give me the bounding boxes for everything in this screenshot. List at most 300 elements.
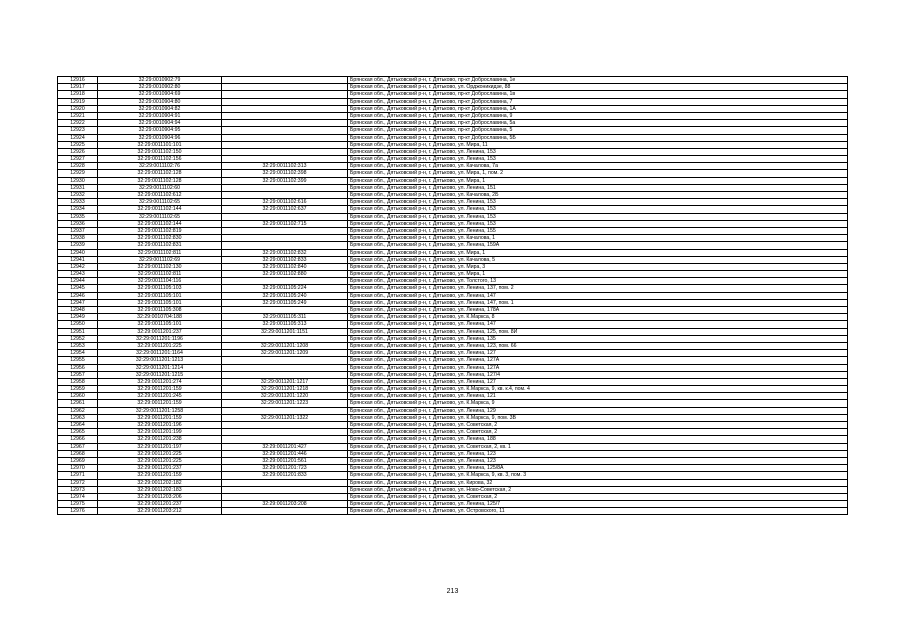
linked-cadastral-number-cell: 32:29:0011201:446: [222, 450, 348, 457]
row-number-cell: 12937: [58, 227, 98, 234]
address-cell: Брянская обл., Дятьковский р-н, г. Дятьково, ул. Ленина, 127А: [348, 357, 848, 364]
linked-cadastral-number-cell: [222, 127, 348, 134]
row-number-cell: 12919: [58, 98, 98, 105]
address-cell: Брянская обл., Дятьковский р-н, г. Дятьково, ул. К.Маркса, 9, пом. 3В: [348, 414, 848, 421]
row-number-cell: 12951: [58, 328, 98, 335]
address-cell: Брянская обл., Дятьковский р-н, г. Дятьково, ул. Мира, 11: [348, 141, 848, 148]
row-number-cell: 12928: [58, 163, 98, 170]
linked-cadastral-number-cell: [222, 120, 348, 127]
linked-cadastral-number-cell: 32:29:0011203:208: [222, 501, 348, 508]
cadastral-number-cell: 32:29:0011201:1215: [98, 371, 222, 378]
row-number-cell: 12973: [58, 486, 98, 493]
table-row: [58, 378, 848, 385]
table-row: [58, 342, 848, 349]
cadastral-number-cell: 32:29:0011102:76: [98, 163, 222, 170]
address-cell: Брянская обл., Дятьковский р-н, г. Дятьково, ул. К.Маркса, 8: [348, 314, 848, 321]
cadastral-number-cell: 32:29:0011201:274: [98, 378, 222, 385]
cadastral-number-cell: 32:29:0010902:80: [98, 84, 222, 91]
row-number-cell: 12927: [58, 156, 98, 163]
table-row: [58, 472, 848, 479]
address-cell: Брянская обл., Дятьковский р-н, г. Дятьково, ул. Качалова, 2Б: [348, 192, 848, 199]
address-cell: Брянская обл., Дятьковский р-н, г. Дятьково, ул. Мира, 1: [348, 249, 848, 256]
cadastral-number-cell: 32:29:0011201:199: [98, 429, 222, 436]
cadastral-number-cell: 32:29:0011201:238: [98, 436, 222, 443]
linked-cadastral-number-cell: 32:29:0011102:832: [222, 249, 348, 256]
table-row: [58, 364, 848, 371]
table-row: [58, 256, 848, 263]
address-cell: Брянская обл., Дятьковский р-н, г. Дятьково, ул. Мира, 1: [348, 177, 848, 184]
cadastral-number-cell: 32:29:0011102:128: [98, 177, 222, 184]
address-cell: Брянская обл., Дятьковский р-н, г. Дятьково, ул. Качалова, 1: [348, 235, 848, 242]
cadastral-number-cell: 32:29:0011104:116: [98, 278, 222, 285]
address-cell: Брянская обл., Дятьковский р-н, г. Дятьково, ул. Ленина, 153: [348, 156, 848, 163]
table-row: [58, 457, 848, 464]
row-number-cell: 12918: [58, 91, 98, 98]
linked-cadastral-number-cell: 32:29:0011102:399: [222, 177, 348, 184]
row-number-cell: 12961: [58, 400, 98, 407]
row-number-cell: 12960: [58, 393, 98, 400]
linked-cadastral-number-cell: [222, 479, 348, 486]
address-cell: Брянская обл., Дятьковский р-н, г. Дятьково, ул. Качалова, 7а: [348, 163, 848, 170]
address-cell: Брянская обл., Дятьковский р-н, г. Дятьково, ул. Островского, 11: [348, 508, 848, 515]
table-row: [58, 443, 848, 450]
address-cell: Брянская обл., Дятьковский р-н, г. Дятьково, ул. Ленина, 137, пом. 2: [348, 285, 848, 292]
row-number-cell: 12941: [58, 256, 98, 263]
cadastral-number-cell: 32:29:0011102:144: [98, 206, 222, 213]
table-row: [58, 163, 848, 170]
address-cell: Брянская обл., Дятьковский р-н, г. Дятьково, ул. Ленина, 125/8А: [348, 465, 848, 472]
row-number-cell: 12967: [58, 443, 98, 450]
address-cell: Брянская обл., Дятьковский р-н, г. Дятьково, ул. Ленина, 125, пом. 8И: [348, 328, 848, 335]
cadastral-number-cell: 32:29:0011202:182: [98, 479, 222, 486]
address-cell: Брянская обл., Дятьковский р-н, г. Дятьково, ул. Ленина, 153: [348, 220, 848, 227]
linked-cadastral-number-cell: 32:29:0011102:840: [222, 263, 348, 270]
table-row: [58, 84, 848, 91]
table-row: [58, 493, 848, 500]
table-row: [58, 249, 848, 256]
address-cell: Брянская обл., Дятьковский р-н, г. Дятьково, ул. Ленина, 147, пом. 1: [348, 299, 848, 306]
cadastral-number-cell: 32:29:0011201:225: [98, 457, 222, 464]
row-number-cell: 12924: [58, 134, 98, 141]
table-row: [58, 479, 848, 486]
row-number-cell: 12947: [58, 299, 98, 306]
row-number-cell: 12938: [58, 235, 98, 242]
linked-cadastral-number-cell: [222, 156, 348, 163]
table-row: [58, 278, 848, 285]
address-cell: Брянская обл., Дятьковский р-н, г. Дятьково, пр-кт Доброславина, 5а: [348, 120, 848, 127]
table-row: [58, 486, 848, 493]
address-cell: Брянская обл., Дятьковский р-н, г. Дятьково, ул. Ленина, 125/7: [348, 501, 848, 508]
cadastral-number-cell: 32:29:0011201:237: [98, 501, 222, 508]
address-cell: Брянская обл., Дятьковский р-н, г. Дятьково, ул. Мира, 3: [348, 263, 848, 270]
linked-cadastral-number-cell: [222, 77, 348, 84]
cadastral-number-cell: 32:29:0011201:159: [98, 400, 222, 407]
table-row: [58, 501, 848, 508]
table-row: [58, 450, 848, 457]
linked-cadastral-number-cell: [222, 213, 348, 220]
row-number-cell: 12935: [58, 213, 98, 220]
linked-cadastral-number-cell: 32:29:0011102:880: [222, 271, 348, 278]
table-row: [58, 134, 848, 141]
cadastral-number-cell: 32:29:0011102:65: [98, 199, 222, 206]
address-cell: Брянская обл., Дятьковский р-н, г. Дятьково, ул. Советская, 2: [348, 493, 848, 500]
row-number-cell: 12950: [58, 321, 98, 328]
address-cell: Брянская обл., Дятьковский р-н, г. Дятьково, пр-кт Доброславина, 5Б: [348, 134, 848, 141]
address-cell: Брянская обл., Дятьковский р-н, г. Дятьково, ул. Орджоникидзе, 88: [348, 84, 848, 91]
cadastral-number-cell: 32:29:0011203:212: [98, 508, 222, 515]
cadastral-number-cell: 32:29:0010902:79: [98, 77, 222, 84]
address-cell: Брянская обл., Дятьковский р-н, г. Дятьково, пр-кт Доброславина, 9: [348, 112, 848, 119]
address-cell: Брянская обл., Дятьковский р-н, г. Дятьково, ул. Ленина, 123: [348, 457, 848, 464]
row-number-cell: 12975: [58, 501, 98, 508]
address-cell: Брянская обл., Дятьковский р-н, г. Дятьково, ул. Ленина, 155: [348, 227, 848, 234]
address-cell: Брянская обл., Дятьковский р-н, г. Дятьково, ул. Ленина, 127А: [348, 364, 848, 371]
linked-cadastral-number-cell: [222, 486, 348, 493]
table-row: [58, 271, 848, 278]
table-row: [58, 400, 848, 407]
linked-cadastral-number-cell: 32:29:0011201:1322: [222, 414, 348, 421]
cadastral-number-cell: 32:29:0011102:831: [98, 242, 222, 249]
linked-cadastral-number-cell: [222, 371, 348, 378]
linked-cadastral-number-cell: [222, 242, 348, 249]
row-number-cell: 12944: [58, 278, 98, 285]
address-cell: Брянская обл., Дятьковский р-н, г. Дятьково, пр-кт Доброславина, 7: [348, 98, 848, 105]
cadastral-number-cell: 32:29:0011201:1213: [98, 357, 222, 364]
linked-cadastral-number-cell: 32:29:0011201:561: [222, 457, 348, 464]
row-number-cell: 12965: [58, 429, 98, 436]
row-number-cell: 12931: [58, 184, 98, 191]
address-cell: Брянская обл., Дятьковский р-н, г. Дятьково, ул. Ленина, 129: [348, 407, 848, 414]
cadastral-number-cell: 32:29:0011201:1196: [98, 335, 222, 342]
linked-cadastral-number-cell: [222, 307, 348, 314]
table-row: [58, 371, 848, 378]
linked-cadastral-number-cell: [222, 429, 348, 436]
linked-cadastral-number-cell: [222, 364, 348, 371]
table-row: [58, 242, 848, 249]
row-number-cell: 12972: [58, 479, 98, 486]
cadastral-number-cell: 32:29:0011102:830: [98, 235, 222, 242]
cadastral-number-cell: 32:29:0011105:103: [98, 285, 222, 292]
cadastral-number-cell: 32:29:0011102:150: [98, 148, 222, 155]
cadastral-number-cell: 32:29:0011201:237: [98, 328, 222, 335]
table-row: [58, 105, 848, 112]
linked-cadastral-number-cell: [222, 422, 348, 429]
row-number-cell: 12940: [58, 249, 98, 256]
address-cell: Брянская обл., Дятьковский р-н, г. Дятьково, ул. Ленина, 121: [348, 393, 848, 400]
table-row: [58, 407, 848, 414]
row-number-cell: 12969: [58, 457, 98, 464]
linked-cadastral-number-cell: 32:29:0011201:1208: [222, 342, 348, 349]
table-row: [58, 112, 848, 119]
row-number-cell: 12964: [58, 422, 98, 429]
row-number-cell: 12949: [58, 314, 98, 321]
table-row: [58, 314, 848, 321]
linked-cadastral-number-cell: [222, 192, 348, 199]
row-number-cell: 12971: [58, 472, 98, 479]
cadastral-number-cell: 32:29:0010904:82: [98, 105, 222, 112]
cadastral-number-cell: 32:29:0011201:1214: [98, 364, 222, 371]
address-cell: Брянская обл., Дятьковский р-н, г. Дятьково, ул. К.Маркса, 9, кв. к.4, пом. 4: [348, 386, 848, 393]
linked-cadastral-number-cell: 32:29:0011102:616: [222, 199, 348, 206]
cadastral-number-cell: 32:29:0011105:308: [98, 307, 222, 314]
table-row: [58, 156, 848, 163]
linked-cadastral-number-cell: [222, 508, 348, 515]
linked-cadastral-number-cell: 32:29:0011201:1223: [222, 400, 348, 407]
row-number-cell: 12968: [58, 450, 98, 457]
row-number-cell: 12925: [58, 141, 98, 148]
row-number-cell: 12955: [58, 357, 98, 364]
row-number-cell: 12958: [58, 378, 98, 385]
linked-cadastral-number-cell: [222, 235, 348, 242]
table-row: [58, 299, 848, 306]
table-row: [58, 335, 848, 342]
linked-cadastral-number-cell: [222, 335, 348, 342]
address-cell: Брянская обл., Дятьковский р-н, г. Дятьково, ул. Советская, 2: [348, 422, 848, 429]
cadastral-number-cell: 32:29:0011102:811: [98, 271, 222, 278]
table-row: [58, 170, 848, 177]
row-number-cell: 12917: [58, 84, 98, 91]
row-number-cell: 12939: [58, 242, 98, 249]
linked-cadastral-number-cell: [222, 148, 348, 155]
linked-cadastral-number-cell: [222, 184, 348, 191]
table-row: [58, 227, 848, 234]
address-cell: Брянская обл., Дятьковский р-н, г. Дятьково, ул. Ленина, 153: [348, 148, 848, 155]
row-number-cell: 12963: [58, 414, 98, 421]
linked-cadastral-number-cell: 32:29:0011105:311: [222, 314, 348, 321]
table-row: [58, 292, 848, 299]
address-cell: Брянская обл., Дятьковский р-н, г. Дятьково, ул. Советская, 2: [348, 429, 848, 436]
address-cell: Брянская обл., Дятьковский р-н, г. Дятьково, ул. Ленина, 153: [348, 213, 848, 220]
row-number-cell: 12922: [58, 120, 98, 127]
address-cell: Брянская обл., Дятьковский р-н, г. Дятьково, ул. Ленина, 159А: [348, 242, 848, 249]
address-cell: Брянская обл., Дятьковский р-н, г. Дятьково, ул. Советская, 2, кв. 1: [348, 443, 848, 450]
row-number-cell: 12966: [58, 436, 98, 443]
address-cell: Брянская обл., Дятьковский р-н, г. Дятьково, ул. К.Маркса, 9: [348, 400, 848, 407]
cadastral-number-cell: 32:29:0010904:91: [98, 112, 222, 119]
linked-cadastral-number-cell: 32:29:0011105:313: [222, 321, 348, 328]
row-number-cell: 12923: [58, 127, 98, 134]
row-number-cell: 12932: [58, 192, 98, 199]
row-number-cell: 12948: [58, 307, 98, 314]
address-cell: Брянская обл., Дятьковский р-н, г. Дятьково, ул. Ново-Советская, 2: [348, 486, 848, 493]
address-cell: Брянская обл., Дятьковский р-н, г. Дятьково, ул. Ленина, 135: [348, 335, 848, 342]
linked-cadastral-number-cell: 32:29:0011201:1209: [222, 350, 348, 357]
table-row: [58, 263, 848, 270]
row-number-cell: 12945: [58, 285, 98, 292]
cadastral-number-cell: 32:29:0011201:225: [98, 342, 222, 349]
cadastral-number-cell: 32:29:0011201:196: [98, 422, 222, 429]
linked-cadastral-number-cell: 32:29:0011201:833: [222, 472, 348, 479]
cadastral-number-cell: 32:29:0010904:94: [98, 120, 222, 127]
cadastral-number-cell: 32:29:0011202:183: [98, 486, 222, 493]
address-cell: Брянская обл., Дятьковский р-н, г. Дятьково, ул. Ленина, 151: [348, 184, 848, 191]
linked-cadastral-number-cell: 32:29:0011201:1151: [222, 328, 348, 335]
cadastral-number-cell: 32:29:0010904:95: [98, 127, 222, 134]
row-number-cell: 12936: [58, 220, 98, 227]
cadastral-number-cell: 32:29:0011102:130: [98, 263, 222, 270]
row-number-cell: 12970: [58, 465, 98, 472]
table-row: [58, 141, 848, 148]
linked-cadastral-number-cell: [222, 112, 348, 119]
cadastral-number-cell: 32:29:0011102:811: [98, 249, 222, 256]
row-number-cell: 12943: [58, 271, 98, 278]
cadastral-number-cell: 32:29:0010704:188: [98, 314, 222, 321]
cadastral-number-cell: 32:29:0010904:69: [98, 91, 222, 98]
address-cell: Брянская обл., Дятьковский р-н, г. Дятьково, пр-кт Доброславина, 1в: [348, 91, 848, 98]
cadastral-number-cell: 32:29:0011102:819: [98, 227, 222, 234]
row-number-cell: 12920: [58, 105, 98, 112]
cadastral-number-cell: 32:29:0011201:197: [98, 443, 222, 450]
address-cell: Брянская обл., Дятьковский р-н, г. Дятьково, ул. Ленина, 127: [348, 378, 848, 385]
cadastral-number-cell: 32:29:0011105:101: [98, 299, 222, 306]
address-cell: Брянская обл., Дятьковский р-н, г. Дятьково, пр-кт Доброславина, 1А: [348, 105, 848, 112]
table-row: [58, 199, 848, 206]
cadastral-number-cell: 32:29:0011201:245: [98, 393, 222, 400]
address-cell: Брянская обл., Дятьковский р-н, г. Дятьково, ул. Мира, 1: [348, 271, 848, 278]
table-row: [58, 285, 848, 292]
address-cell: Брянская обл., Дятьковский р-н, г. Дятьково, ул. Ленина, 123, пом. 66: [348, 342, 848, 349]
row-number-cell: 12953: [58, 342, 98, 349]
address-cell: Брянская обл., Дятьковский р-н, г. Дятьково, ул. Качалова, 5: [348, 256, 848, 263]
row-number-cell: 12916: [58, 77, 98, 84]
table-row: [58, 422, 848, 429]
cadastral-number-cell: 32:29:0010904:96: [98, 134, 222, 141]
table-row: [58, 91, 848, 98]
table-row: [58, 508, 848, 515]
table-row: [58, 220, 848, 227]
cadastral-number-cell: 32:29:0011102:128: [98, 170, 222, 177]
cadastral-number-cell: 32:29:0011201:159: [98, 386, 222, 393]
row-number-cell: 12942: [58, 263, 98, 270]
row-number-cell: 12974: [58, 493, 98, 500]
address-cell: Брянская обл., Дятьковский р-н, г. Дятьково, ул. Ленина, 178А: [348, 307, 848, 314]
linked-cadastral-number-cell: 32:29:0011102:637: [222, 206, 348, 213]
linked-cadastral-number-cell: 32:29:0011201:1217: [222, 378, 348, 385]
cadastral-number-cell: 32:29:0011201:225: [98, 450, 222, 457]
linked-cadastral-number-cell: 32:29:0011201:427: [222, 443, 348, 450]
linked-cadastral-number-cell: [222, 84, 348, 91]
row-number-cell: 12946: [58, 292, 98, 299]
page-number: 213: [446, 588, 459, 595]
linked-cadastral-number-cell: [222, 134, 348, 141]
table-row: [58, 414, 848, 421]
table-row: [58, 192, 848, 199]
cadastral-number-cell: 32:29:0011201:1258: [98, 407, 222, 414]
cadastral-number-cell: 32:29:0011105:101: [98, 321, 222, 328]
cadastral-number-cell: 32:29:0011201:159: [98, 472, 222, 479]
table-row: [58, 328, 848, 335]
linked-cadastral-number-cell: 32:29:0011102:833: [222, 256, 348, 263]
registry-table-body: [58, 77, 848, 515]
table-row: [58, 350, 848, 357]
address-cell: Брянская обл., Дятьковский р-н, г. Дятьково, пр-кт Доброславина, 1е: [348, 77, 848, 84]
address-cell: Брянская обл., Дятьковский р-н, г. Дятьково, ул. Ленина, 123: [348, 450, 848, 457]
cadastral-number-cell: 32:29:0011201:1164: [98, 350, 222, 357]
table-row: [58, 77, 848, 84]
table-row: [58, 177, 848, 184]
address-cell: Брянская обл., Дятьковский р-н, г. Дятьково, ул. Ленина, 153: [348, 199, 848, 206]
table-row: [58, 436, 848, 443]
address-cell: Брянская обл., Дятьковский р-н, г. Дятьково, ул. К.Маркса, 9, кв. 3, пом. 3: [348, 472, 848, 479]
row-number-cell: 12933: [58, 199, 98, 206]
cadastral-number-cell: 32:29:0011102:60: [98, 184, 222, 191]
row-number-cell: 12929: [58, 170, 98, 177]
linked-cadastral-number-cell: [222, 436, 348, 443]
address-cell: Брянская обл., Дятьковский р-н, г. Дятьково, ул. Мира, 1, пом. 2: [348, 170, 848, 177]
table-row: [58, 184, 848, 191]
linked-cadastral-number-cell: 32:29:0011105:224: [222, 285, 348, 292]
table-row: [58, 465, 848, 472]
address-cell: Брянская обл., Дятьковский р-н, г. Дятьково, ул. Ленина, 153: [348, 206, 848, 213]
linked-cadastral-number-cell: [222, 357, 348, 364]
address-cell: Брянская обл., Дятьковский р-н, г. Дятьково, ул. Ленина, 147: [348, 292, 848, 299]
cadastral-number-cell: 32:29:0011102:156: [98, 156, 222, 163]
row-number-cell: 12957: [58, 371, 98, 378]
cadastral-number-cell: 32:29:0011102:65: [98, 213, 222, 220]
table-row: [58, 307, 848, 314]
address-cell: Брянская обл., Дятьковский р-н, г. Дятьково, ул. Ленина, 188: [348, 436, 848, 443]
table-row: [58, 235, 848, 242]
cadastral-number-cell: 32:29:0011101:101: [98, 141, 222, 148]
row-number-cell: 12954: [58, 350, 98, 357]
table-row: [58, 148, 848, 155]
row-number-cell: 12952: [58, 335, 98, 342]
linked-cadastral-number-cell: 32:29:0011102:313: [222, 163, 348, 170]
cadastral-number-cell: 32:29:0011102:144: [98, 220, 222, 227]
table-row: [58, 213, 848, 220]
row-number-cell: 12962: [58, 407, 98, 414]
linked-cadastral-number-cell: 32:29:0011201:723: [222, 465, 348, 472]
cadastral-number-cell: 32:29:0011105:101: [98, 292, 222, 299]
table-row: [58, 429, 848, 436]
cadastral-number-cell: 32:29:0011102:69: [98, 256, 222, 263]
cadastral-number-cell: 32:29:0011201:159: [98, 414, 222, 421]
linked-cadastral-number-cell: 32:29:0011105:240: [222, 292, 348, 299]
table-row: [58, 393, 848, 400]
linked-cadastral-number-cell: 32:29:0011102:398: [222, 170, 348, 177]
linked-cadastral-number-cell: 32:29:0011102:715: [222, 220, 348, 227]
linked-cadastral-number-cell: [222, 227, 348, 234]
table-row: [58, 120, 848, 127]
linked-cadastral-number-cell: 32:29:0011105:249: [222, 299, 348, 306]
linked-cadastral-number-cell: [222, 278, 348, 285]
row-number-cell: 12930: [58, 177, 98, 184]
linked-cadastral-number-cell: 32:29:0011201:1220: [222, 393, 348, 400]
table-row: [58, 321, 848, 328]
linked-cadastral-number-cell: [222, 91, 348, 98]
row-number-cell: 12926: [58, 148, 98, 155]
linked-cadastral-number-cell: [222, 493, 348, 500]
address-cell: Брянская обл., Дятьковский р-н, г. Дятьково, пр-кт Доброславина, 5: [348, 127, 848, 134]
address-cell: Брянская обл., Дятьковский р-н, г. Дятьково, ул. Ленина, 147: [348, 321, 848, 328]
address-cell: Брянская обл., Дятьковский р-н, г. Дятьково, ул. Кирова, 32: [348, 479, 848, 486]
row-number-cell: 12959: [58, 386, 98, 393]
cadastral-number-cell: 32:29:0011102:612: [98, 192, 222, 199]
linked-cadastral-number-cell: [222, 407, 348, 414]
linked-cadastral-number-cell: [222, 105, 348, 112]
row-number-cell: 12934: [58, 206, 98, 213]
table-row: [58, 357, 848, 364]
address-cell: Брянская обл., Дятьковский р-н, г. Дятьково, ул. Ленина, 127/4: [348, 371, 848, 378]
cadastral-number-cell: 32:29:0011201:237: [98, 465, 222, 472]
address-cell: Брянская обл., Дятьковский р-н, г. Дятьково, ул. Ленина, 127: [348, 350, 848, 357]
row-number-cell: 12921: [58, 112, 98, 119]
linked-cadastral-number-cell: 32:29:0011201:1218: [222, 386, 348, 393]
table-row: [58, 127, 848, 134]
row-number-cell: 12976: [58, 508, 98, 515]
table-row: [58, 206, 848, 213]
registry-table: [57, 76, 848, 515]
